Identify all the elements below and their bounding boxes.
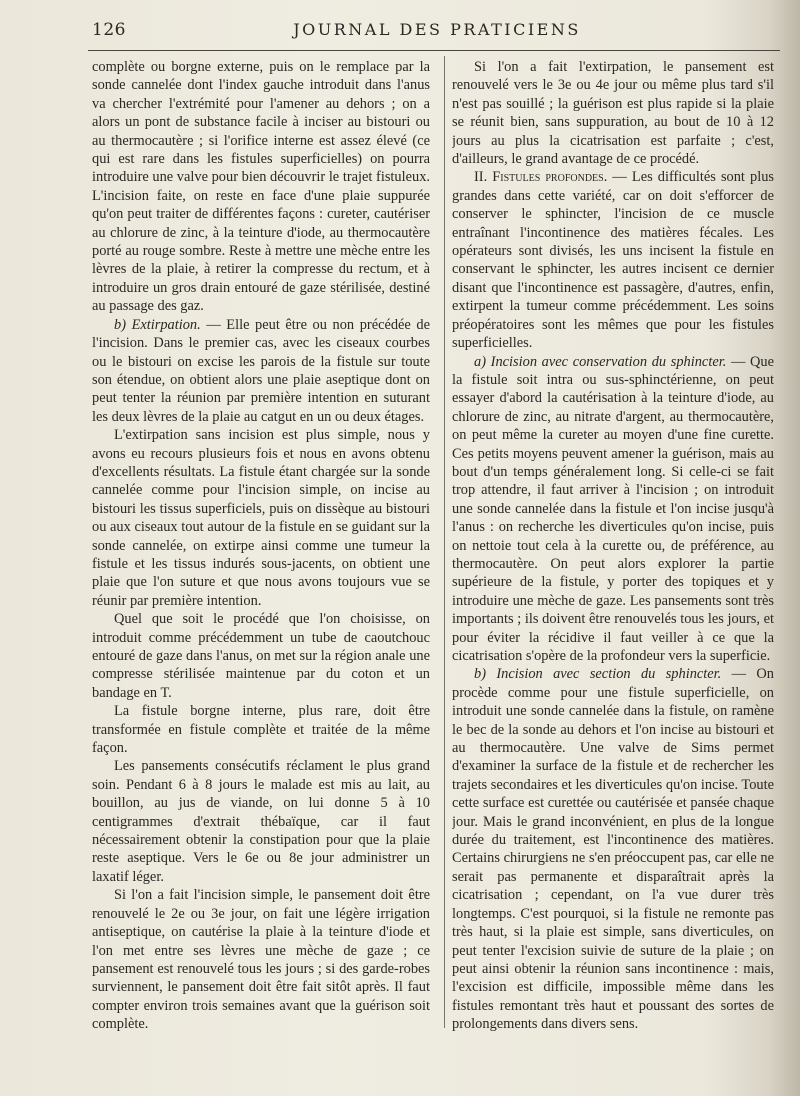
right-column xyxy=(452,58,774,1034)
page-number: 126 xyxy=(92,20,126,40)
paragraph-text: — On procède comme pour une fistule superficielle, on introduit une sonde cannelée dans la fistule, on ramène le bec de la sonde au dehors et l'on incise au bistouri et au thermocautère. Une valve de Sims permet d'examiner la surface de la fistule et de rechercher les trajets secondaires et les diverticules qu'on incise. Toute cette surface est curettée ou cautérisée et pansée chaque jour. Mais le grand inconvénient, en plus de la longue durée du traitement, est l'incontinence des matières. Certains chirurgiens ne s'en préoccupent pas, car elle ne serait pas permanente et disparaîtrait après la cicatrisation ; cependant, on l'a vue durer très longtemps. C'est pourquoi, si la fistule ne remonte pas très haut, si la plaie est simple, sans diverticules, on peut tenter l'excision suivie de suture de la plaie ; on peut ainsi obtenir la réunion sans incontinence : mais, l'excision est difficile, impossible même dans les fistules remontant très haut et poussant des sortes de prolongements dans divers sens. xyxy=(452,666,774,1033)
paragraph: Les pansements consécutifs réclament le plus grand soin. Pendant 6 à 8 jours le malade est mis au lait, au bouillon, au jus de viande, on lui donne 5 à 10 centigrammes d'extrait thébaïque, car il faut nécessairement obtenir la constipation pour que la plaie reste aseptique. Vers le 6e ou 8e jour administrer un laxatif léger. xyxy=(92,758,430,885)
paragraph-incision-section xyxy=(452,665,774,1033)
paragraph: La fistule borgne interne, plus rare, doit être transformée en fistule complète et traitée de la même façon. xyxy=(92,703,430,757)
section-heading: II. Fistules profondes. xyxy=(474,169,608,186)
running-title: JOURNAL DES PRATICIENS xyxy=(293,20,581,39)
paragraph-text: — Les difficultés sont plus grandes dans cette variété, car on doit s'efforcer de conserver le sphincter, l'incision de ce muscle entraînant l'incontinence des matières fécales. Les opérateurs sont divisés, les uns incisent la fistule en conservant le sphincter, les autres incisent ce dernier disant que l'incontinence est passagère, d'autres, enfin, extirpent la tumeur comme précédemment. Les soins préopératoires sont les mêmes que pour les fistules superficielles. xyxy=(452,169,774,352)
paragraph: Si l'on a fait l'extirpation, le pansement est renouvelé vers le 3e ou 4e jour ou même plus tard s'il n'est pas souillé ; la guérison est plus rapide si la plaie se réunit bien, sans suppuration, au bout de 10 à 12 jours au plus la cicatrisation est parfaite ; c'est, d'ailleurs, le grand avantage de ce procédé. xyxy=(452,59,774,168)
paragraph: Quel que soit le procédé que l'on choisisse, on introduit comme précédemment un tube de caoutchouc entouré de gaze dans l'anus, on met sur la région anale une compresse stérilisée maintenue par du coton et un bandage en T. xyxy=(92,611,430,701)
section-label: a) Incision avec conservation du sphincter. xyxy=(474,353,727,370)
section-label: b) Incision avec section du sphincter. xyxy=(474,666,722,683)
column-divider xyxy=(444,56,445,1028)
paragraph-incision-conservation xyxy=(452,353,774,666)
paragraph-text: — Elle peut être ou non précédée de l'incision. Dans le premier cas, avec les ciseaux courbes ou le bistouri on excise les parois de la fistule sur toute son étendue, on obtient alors une plaie aseptique dont on peut tenter la réunion par première intention en suturant les deux lèvres de la plaie au catgut en un ou deux étages. xyxy=(92,316,430,425)
section-label: b) Extirpation. xyxy=(114,316,201,333)
paragraph: Si l'on a fait l'incision simple, le pansement doit être renouvelé le 2e ou 3e jour, on fait une légère irrigation antiseptique, on cautérise la plaie à la teinture d'iode et l'on met entre ses lèvres une mèche de gaze ; ce pansement est renouvelé tous les jours ; si des garde-robes surviennent, le pansement doit être fait sitôt après. Il faut compter environ trois semaines avant que la guérison soit complète. xyxy=(92,887,430,1033)
header-rule xyxy=(88,50,780,51)
paragraph-fistules-profondes xyxy=(452,168,774,352)
paragraph-extirpation xyxy=(92,316,430,426)
paragraph: complète ou borgne externe, puis on le remplace par la sonde cannelée dont l'index gauche introduit dans l'anus va chercher l'extrémité pour l'amener au dehors ; on a alors un pont de substance facile à inciser au bistouri ou au thermocautère ; si l'orifice interne est assez élevé (ce qui est rare dans les fistules superficielles) on pourra introduire une valve pour bien découvrir le trajet fistuleux. L'incision faite, on reste en face d'une plaie suppurée qu'on peut traiter de différentes façons : cureter, cautériser au chlorure de zinc, à la teinture d'iode, au thermocautère porté au rouge sombre. Reste à mettre une mèche entre les lèvres de la plaie, à retirer la compresse du rectum, et à introduire un gros drain entouré de gaze stérilisée, destiné au passage des gaz. xyxy=(92,59,430,315)
page-header xyxy=(92,20,782,46)
left-column xyxy=(92,58,430,1034)
paragraph: L'extirpation sans incision est plus simple, nous y avons eu recours plusieurs fois et nous en avons obtenu d'excellents résultats. La fistule étant chargée sur la sonde cannelée comme pour l'incision simple, on incise au bistouri les tissus superficiels, puis on dissèque au bistouri ou aux ciseaux tout autour de la fistule en se guidant sur la sonde cannelée, on extirpe ainsi comme une tumeur la fistule et les tissus indurés sous-jacents, on obtient une plaie que l'on suture et que nous avons toujours vue se réunir par première intention. xyxy=(92,427,430,609)
paragraph-text: — Que la fistule soit intra ou sus-sphinctérienne, on peut essayer d'abord la cautérisation à la teinture d'iode, au chlorure de zinc, au nitrate d'argent, au thermocautère, on peut même la cureter au moyen d'une fine curette. Ces petits moyens peuvent amener la guérison, mais au bout d'un temps généralement long. Si celle-ci se fait trop attendre, il faut arriver à l'incision ; on introduit une sonde cannelée dans la fistule et l'on incise jusqu'à l'anus : on recherche les diverticules qu'on incise, puis on nettoie tout cela à la curette ou, de préférence, au thermocautère. On peut alors explorer la partie supérieure de la fistule, y porter des topiques et y introduire une mèche de gaze. Les pansements sont très importants ; ils doivent être renouvelés tous les jours, et pour éviter la récidive il faut veiller à ce que la cicatrisation s'opère de la profondeur vers la superficie. xyxy=(452,353,774,664)
